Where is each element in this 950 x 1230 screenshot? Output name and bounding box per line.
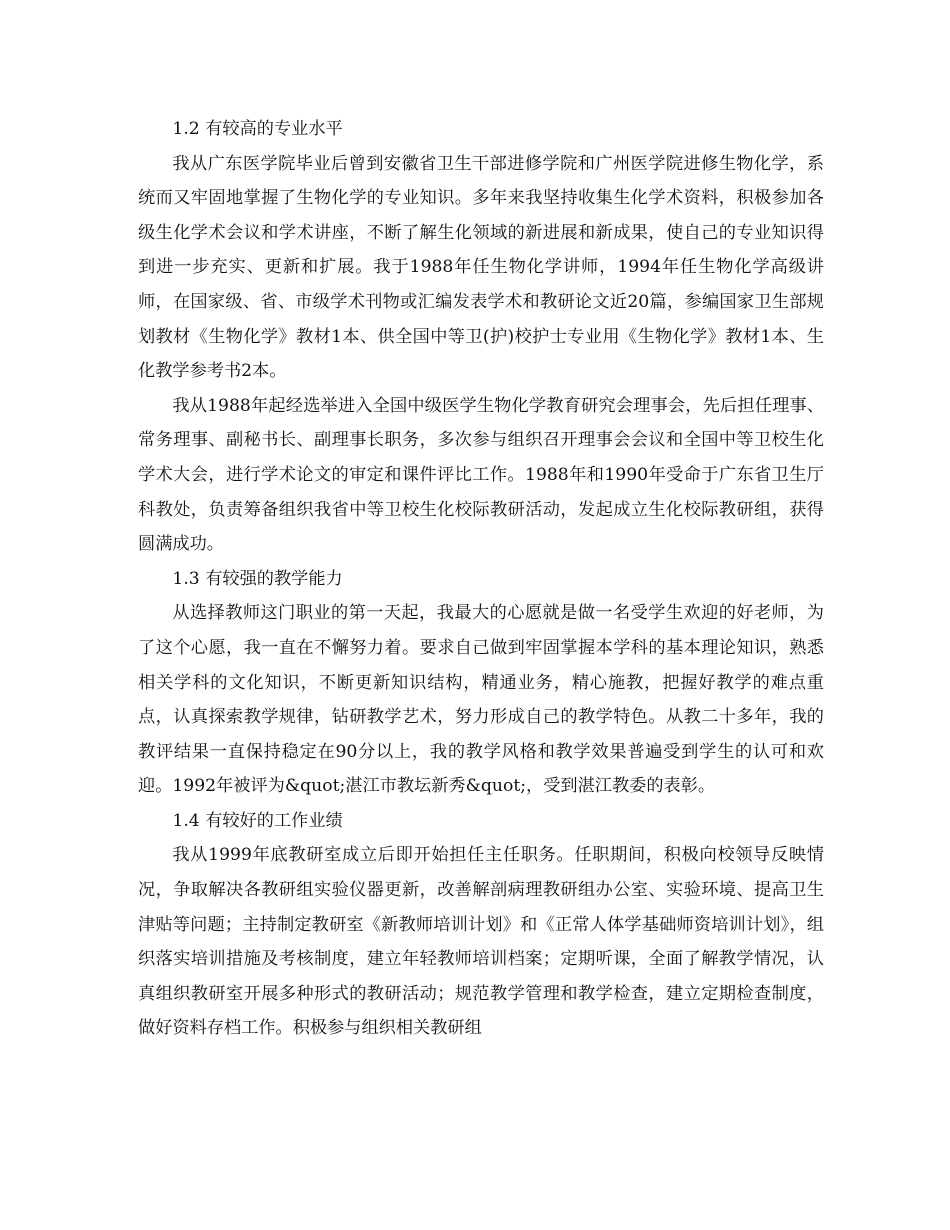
section-heading-1-3: 1.3 有较强的教学能力 (172, 568, 343, 589)
section-heading-1-2: 1.2 有较高的专业水平 (172, 119, 343, 139)
paragraph-work-performance: 我从1999年底教研室成立后即开始担任主任职务。任职期间，积极向校领导反映情况，争取解决各教研组实验仪器更新，改善解剖病理教研组办公室、实验环境、提高卫生津贴等问题；主持制定教研室《新教师培训计划》和《正常人体学基础师资培训计划》，组织落实培训措施及考核制度，建立年轻教师培训档案；定期听课，全面了解教学情况，认真组织教研室开展多种形式的教研活动；规范教学管理和教学检查，建立定期检查制度，做好资料存档工作。积极参与组织相关教研组 (138, 845, 824, 1039)
section-heading-1-4: 1.4 有较好的工作业绩 (172, 810, 343, 831)
paragraph-teaching-ability: 从选择教师这门职业的第一天起，我最大的心愿就是做一名受学生欢迎的好老师，为了这个心愿，我一直在不懈努力着。要求自己做到牢固掌握本学科的基本理论知识，熟悉相关学科的文化知识，不断更新知识结构，精通业务，精心施教，把握好教学的难点重点，认真探索教学规律，钻研教学艺术，努力形成自己的教学特色。从教二十多年，我的教评结果一直保持稳定在90分以上，我的教学风格和教学效果普遍受到学生的认可和欢迎。1992年被评为&quot;湛江市教坛新秀&quot;，受到湛江教委的表彰。 (138, 603, 824, 797)
paragraph-professional-level: 我从广东医学院毕业后曾到安徽省卫生干部进修学院和广州医学院进修生物化学，系统而又牢固地掌握了生物化学的专业知识。多年来我坚持收集生化学术资料，积极参加各级生化学术会议和学术讲座，不断了解生化领域的新进展和新成果，使自己的专业知识得到进一步充实、更新和扩展。我于1988年任生物化学讲师，1994年任生物化学高级讲师，在国家级、省、市级学术刊物或汇编发表学术和教研论文近20篇，参编国家卫生部规划教材《生物化学》教材1本、供全国中等卫(护)校护士专业用《生物化学》教材1本、生化教学参考书2本。 (138, 153, 824, 382)
paragraph-research-council: 我从1988年起经选举进入全国中级医学生物化学教育研究会理事会，先后担任理事、常务理事、副秘书长、副理事长职务，多次参与组织召开理事会会议和全国中等卫校生化学术大会，进行学术论文的审定和课件评比工作。1988年和1990年受命于广东省卫生厅科教处，负责筹备组织我省中等卫校生化校际教研活动，发起成立生化校际教研组，获得圆满成功。 (138, 395, 824, 555)
document-page (138, 112, 824, 1046)
